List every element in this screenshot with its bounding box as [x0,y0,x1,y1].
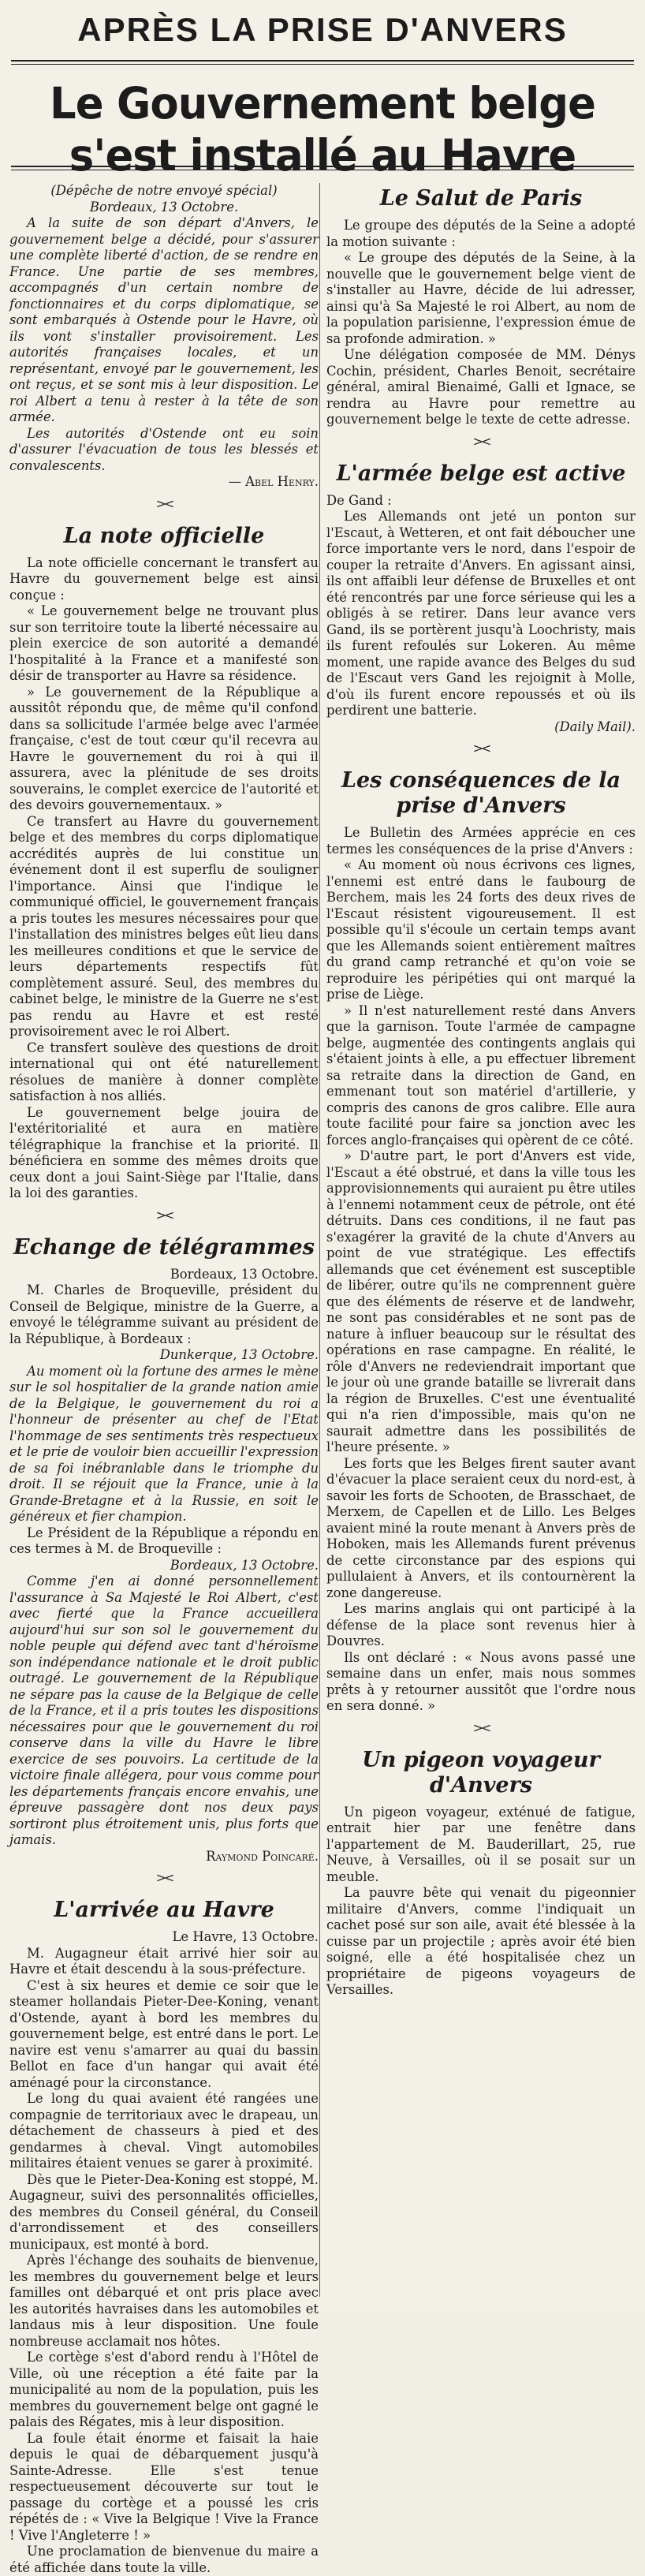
arrivee-paragraph-3: Le long du quai avaient été rangées une compagnie de territoriaux avec le drapeau, un détachement de chasseurs à pied et des gendarmes à cheval. Vingt automobiles militaires étaient venues se garer à proximité. [9,2091,319,2171]
arrivee-paragraph-1: M. Augagneur était arrivé hier soir au Havre et était descendu à la sous-préfecture. [9,1945,319,1977]
dispatch-label: (Dépêche de notre envoyé spécial) [50,183,278,198]
dispatch-body-2: Les autorités d'Ostende ont eu soin d'assurer l'évacuation de tous les blessés et convalescents. [9,425,319,473]
section-title-telegrammes: Echange de télégrammes [13,1234,315,1260]
pigeon-paragraph-2: La pauvre bête qui venait du pigeonnier militaire d'Anvers, comme l'indiquait un cachet posé sur son aile, avait été blessée à la cuisse par un projectile ; après avoir été bien soigné, elle a été hospitalisée chez un propriétaire de pigeons voyageurs de Versailles. [326,1885,636,1997]
consequences-intro: Le Bulletin des Armées apprécie en ces termes les conséquences de la prise d'Anvers : [326,825,636,857]
consequences-quote-1: « Au moment où nous écrivons ces lignes, l'ennemi est entré dans le faubourg de Berchem, mais les 24 forts des deux rives de l'Escaut résistent vigoureusement. Il est possible qu'il s'écoule un certain temps avant que les Allemands soient entièrement maîtres du grand camp retranché et qu'on voie se reproduire les péripéties qui ont marqué la prise de Liège. [326,857,636,1002]
separator: >< [155,1870,173,1885]
telegram-signature [9,1849,319,1865]
section-title-consequences: Les conséquences de la prise d'Anvers [341,768,621,818]
separator: >< [472,741,490,756]
note-quote-1: « Le gouvernement belge ne trouvant plus sur son territoire toute la liberté nécessaire au plein exercice de son autorité a demandé l'hospitalité à la France et a manifesté son désir de transporter au Havre sa résidence. [9,603,319,683]
dispatch-signature-text: — Abel Henry. [228,474,319,489]
consequences-marins: Les marins anglais qui ont participé à la défense de la place sont revenus hier à Douvres. [326,1601,636,1648]
salut-intro: Le groupe des députés de la Seine a adopté la motion suivante : [326,218,636,249]
section-title-armee-belge: L'armée belge est active [336,461,626,486]
arrivee-paragraph-8: Une proclamation de bienvenue du maire a été affichée dans toute la ville. [9,2544,319,2575]
left-column [9,183,319,2575]
separator: >< [155,1207,173,1223]
section-title-pigeon: Un pigeon voyageur d'Anvers [362,1747,600,1798]
dispatch-signature [9,474,319,491]
separator: >< [472,433,490,449]
armee-paragraph: Les Allemands ont jeté un ponton sur l'Escaut, à Wetteren, et ont fait déboucher une force importante vers le nord, dans l'espoir de couper la retraite d'Anvers. En agissant ainsi, ils ont affaibli leur défense de Bruxelles et ont été rencontrés par une force sérieuse qui les a obligés à se retirer. Dans leur avance vers Gand, ils se portèrent jusqu'à Loochristy, mais ils furent refoulés sur Lokeren. Au même moment, une rapide avance des Belges du sud de l'Escaut vers Gand les rejoignit à Molle, d'où ils furent encore repoussés et où ils perdirent une batterie. [326,509,636,718]
note-intro: La note officielle concernant le transfert au Havre du gouvernement belge est ainsi conçue : [9,554,319,603]
separator: >< [472,1719,490,1735]
telegram-place-1: Dunkerque, 13 Octobre. [159,1347,319,1362]
note-paragraph-2: Ce transfert au Havre du gouvernement belge et des membres du corps diplomatique accrédités auprès de lui constitue un événement dont il est superflu de souligner l'importance. Ainsi que l'indique le communiqué officiel, le gouvernement français a pris toutes les mesures nécessaires pour que l'installation des ministres belges eût lieu dans les meilleures conditions et que le service de leurs départements respectifs fût complètement assuré. Seul, des membres du cabinet belge, le ministre de la Guerre ne s'est pas rendu au Havre et est resté provisoirement avec le roi Albert. [9,813,319,1039]
salut-delegation: Une délégation composée de MM. Dénys Cochin, président, Charles Benoit, secrétaire général, amiral Bienaimé, Galli et Ignace, se rendra au Havre pour remettre au gouvernement belge le texte de cette adresse. [326,347,636,427]
note-quote-2: » Le gouvernement de la République a aussitôt répondu que, de même qu'il confond dans sa sollicitude l'armée belge avec l'armée française, c'est de tout cœur qu'il recevra au Havre le gouvernement du roi à qui il assurera, avec la plénitude de ses droits souverains, le complet exercice de l'autorité et des devoirs gouvernementaux. » [9,684,319,812]
telegram-signature-text: Raymond Poincaré. [206,1848,319,1864]
arrivee-paragraph-4: Dès que le Pieter-Dea-Koning est stoppé, M. Augagneur, suivi des personnalités officielles, des membres du Conseil général, du Conseil d'arrondissement et des conseillers municipaux, est monté à bord. [9,2171,319,2252]
arrivee-dateline: Le Havre, 13 Octobre. [172,1929,319,1944]
separator: >< [155,495,173,511]
consequences-quote-3: » D'autre part, le port d'Anvers est vide, l'Escaut a été obstrué, et dans la ville tous les approvisionnements qui auraient pu être utiles à l'ennemi notamment ceux de pétrole, ont été détruits. Dans ces conditions, il ne faut pas s'exagérer la gravité de la chute d'Anvers au point de vue stratégique. Les effectifs allemands que cet événement est susceptible de libérer, outre qu'ils ne comprennent guère que des éléments de réserve et de landwehr, ne sont pas considérables et ne sont pas de nature à influer beaucoup sur le résultat des opérations en rase campagne. En réalité, le rôle d'Anvers ne redeviendrait important que le jour où une grande bataille se livrerait dans la région de Bruxelles. C'est une éventualité qui n'a rien d'impossible, mais qu'on ne saurait admettre dans les possibilités de l'heure présente. » [326,1148,636,1454]
telegram-dateline: Bordeaux, 13 Octobre. [170,1266,319,1282]
section-title-note-officielle: La note officielle [63,523,265,548]
dispatch-body: A la suite de son départ d'Anvers, le gouvernement belge a décidé, pour s'assurer une complète liberté d'action, de se rendre en France. Une partie de ses membres, accompagnés d'un certain nombre de fonctionnaires et du corps diplomatique, se sont embarqués à Ostende pour le Havre, où ils vont s'installer provisoirement. Les autorités françaises locales, et un représentant, envoyé par le gouvernement, les ont reçus, et se sont mis à leur disposition. Le roi Albert a tenu à rester à la tête de son armée. [9,215,319,424]
headline-rule [11,166,634,167]
arrivee-paragraph-6: Le cortège s'est d'abord rendu à l'Hôtel de Ville, où une réception a été faite par la municipalité au nom de la population, puis les membres du gouvernement belge ont gagné le palais des Régates, mis à leur disposition. [9,2350,319,2429]
consequences-quote-2: » Il n'est naturellement resté dans Anvers que la garnison. Toute l'armée de campagne belge, augmentée des contingents anglais qui s'étaient joints à elle, a pu effectuer librement sa retraite dans la direction de Gand, en emmenant tout son matériel d'artillerie, y compris des canons de gros calibre. Elle aura toute facilité pour faire sa jonction avec les forces anglo-françaises qui opèrent de ce côté. [326,1002,636,1148]
telegram-message-2: Comme j'en ai donné personnellement l'assurance à Sa Majesté le Roi Albert, c'est avec fierté que la France accueillera aujourd'hui sur son sol le gouvernement du noble peuple qui défend avec tant d'héroïsme son indépendance nationale et le droit public outragé. Le gouvernement de la République ne sépare pas la cause de la Belgique de celle de la France, et il a pris toutes les dispositions nécessaires pour que le gouvernement du roi conserve dans la ville du Havre le libre exercice de ses pouvoirs. La certitude de la victoire finale allégera, pour vous comme pour les départements français encore envahis, une épreuve passagère dont nos deux pays sortiront plus étroitement unis, plus forts que jamais. [9,1574,319,1847]
consequences-forts: Les forts que les Belges firent sauter avant d'évacuer la place seraient ceux du nord-est, à savoir les forts de Schooten, de Brasschaet, de Merxem, de Capellen et de Lillo. Les Belges avaient miné la route menant à Anvers près de Hoboken, mais les Allemands furent prévenus de cette circonstance par des espions qui pullulaient à Anvers, et ils contournèrent la zone dangereuse. [326,1455,636,1600]
section-title-salut-paris: Le Salut de Paris [379,186,583,211]
arrivee-paragraph-5: Après l'échange des souhaits de bienvenue, les membres du gouvernement belge et leurs familles ont débarqué et ont pris place avec les autorités havraises dans les automobiles et landaus mis à leur disposition. Une foule nombreuse acclamait nos hôtes. [9,2253,319,2349]
telegram-reply-intro: Le Président de la République a répondu en ces termes à M. de Broqueville : [9,1525,319,1556]
column-divider [319,183,320,2297]
top-rule-thin [11,64,634,65]
armee-dateline: De Gand : [326,492,392,508]
top-rule [11,60,634,62]
right-column [326,183,636,1997]
note-paragraph-4: Le gouvernement belge jouira de l'extéritorialité et aura en matière télégraphique la franchise et la priorité. Il bénéficiera en somme des mêmes droits que ceux dont a joui Saint-Siège par l'Italie, dans la loi des garanties. [9,1104,319,1200]
section-title-arrivee: L'arrivée au Havre [54,1898,274,1922]
consequences-declaration: Ils ont déclaré : « Nous avons passé une semaine dans un enfer, mais nous sommes prêts à y retourner aussitôt que l'ordre nous en sera donné. » [326,1649,636,1713]
kicker-headline: APRÈS LA PRISE D'ANVERS [77,11,568,48]
salut-motion: « Le groupe des députés de la Seine, à la nouvelle que le gouvernement belge vient de s'installer au Havre, décide de lui adresser, ainsi qu'à Sa Majesté le roi Albert, au nom de la population parisienne, l'expression émue de sa profonde admiration. » [326,250,636,346]
arrivee-paragraph-2: C'est à six heures et demie ce soir que le steamer hollandais Pieter-Dee-Koning, venant d'Ostende, ayant à bord les membres du gouvernement belge, est entré dans le port. Le navire est venu s'amarrer au quai du bassin Bellot en face d'un hangar qui avait été aménagé pour la circonstance. [9,1977,319,2090]
telegram-place-2: Bordeaux, 13 Octobre. [170,1557,319,1573]
telegram-intro: M. Charles de Broqueville, président du Conseil de Belgique, ministre de la Guerre, a envoyé le télégramme suivant au président de la République, à Bordeaux : [9,1282,319,1346]
main-headline: Le Gouvernement belge s'est installé au Havre [50,78,595,181]
dispatch-dateline: Bordeaux, 13 Octobre. [89,199,239,215]
pigeon-paragraph-1: Un pigeon voyageur, exténué de fatigue, entrait hier par une fenêtre dans l'appartement de M. Bauderillart, 25, rue Neuve, à Versailles, où il se posait sur un meuble. [326,1804,636,1884]
telegram-message-1: Au moment où la fortune des armes le mène sur le sol hospitalier de la grande nation amie de la Belgique, le gouvernement du roi a l'honneur de présenter au chef de l'Etat l'hommage de ses sentiments très respectueux et le prie de vouloir bien accueillir l'expression de sa foi inébranlable dans le triomphe du droit. Il se réjouit que la France, unie à la Grande-Bretagne et à la Russie, en soit le généreux et fier champion. [9,1363,319,1524]
note-paragraph-3: Ce transfert soulève des questions de droit international qui ont été naturellement résolues de manière à donner complète satisfaction à nos alliés. [9,1040,319,1103]
arrivee-paragraph-7: La foule était énorme et faisait la haie depuis le quai de débarquement jusqu'à Sainte-Adresse. Elle s'est tenue respectueusement découverte sur tout le passage du cortège et a poussé les cris répétés de : « Vive la Belgique ! Vive la France ! Vive l'Angleterre ! » [9,2430,319,2543]
armee-source: (Daily Mail). [554,719,636,734]
